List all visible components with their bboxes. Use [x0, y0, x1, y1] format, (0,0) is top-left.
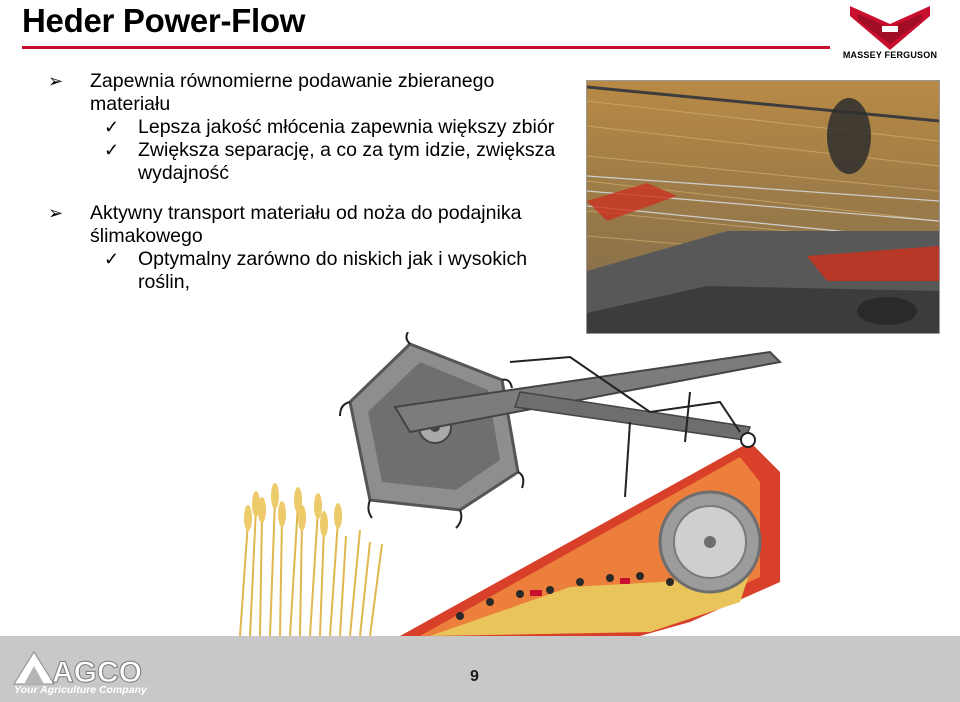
- check-bullet-icon: ✓: [104, 117, 120, 137]
- arrow-bullet-icon: ➢: [48, 203, 64, 223]
- agco-wordmark: AGCO: [52, 656, 142, 689]
- sub-bullet-text: Zwiększa separację, a co za tym idzie, zwiększa wydajność: [138, 139, 556, 184]
- header-cross-section-diagram: [220, 332, 800, 636]
- sub-bullet-item: [48, 116, 568, 139]
- footer-bar: [0, 636, 960, 702]
- sub-bullet-item: [48, 248, 568, 294]
- sub-bullet-text: Optymalny zarówno do niskich jak i wysokich roślin,: [138, 248, 528, 293]
- sub-bullet-item: [48, 139, 568, 185]
- bullet-list: [48, 70, 568, 294]
- page-number: 9: [470, 668, 479, 685]
- agco-tagline: Your Agriculture Company: [14, 684, 147, 696]
- check-bullet-icon: ✓: [104, 140, 120, 160]
- title-divider: [22, 46, 830, 49]
- sub-bullet-text: Lepsza jakość młócenia zapewnia większy zbiór: [138, 116, 555, 138]
- massey-ferguson-wordmark: MASSEY FERGUSON: [842, 50, 938, 60]
- check-bullet-icon: ✓: [104, 249, 120, 269]
- arrow-bullet-icon: ➢: [48, 71, 64, 91]
- bullet-item: [48, 202, 568, 248]
- bullet-item: [48, 70, 568, 116]
- header-photo: [586, 80, 940, 334]
- slide-title: Heder Power-Flow: [22, 2, 306, 39]
- bullet-text: Aktywny transport materiału od noża do podajnika ślimakowego: [90, 202, 522, 247]
- bullet-text: Zapewnia równomierne podawanie zbieranego materiału: [90, 70, 495, 115]
